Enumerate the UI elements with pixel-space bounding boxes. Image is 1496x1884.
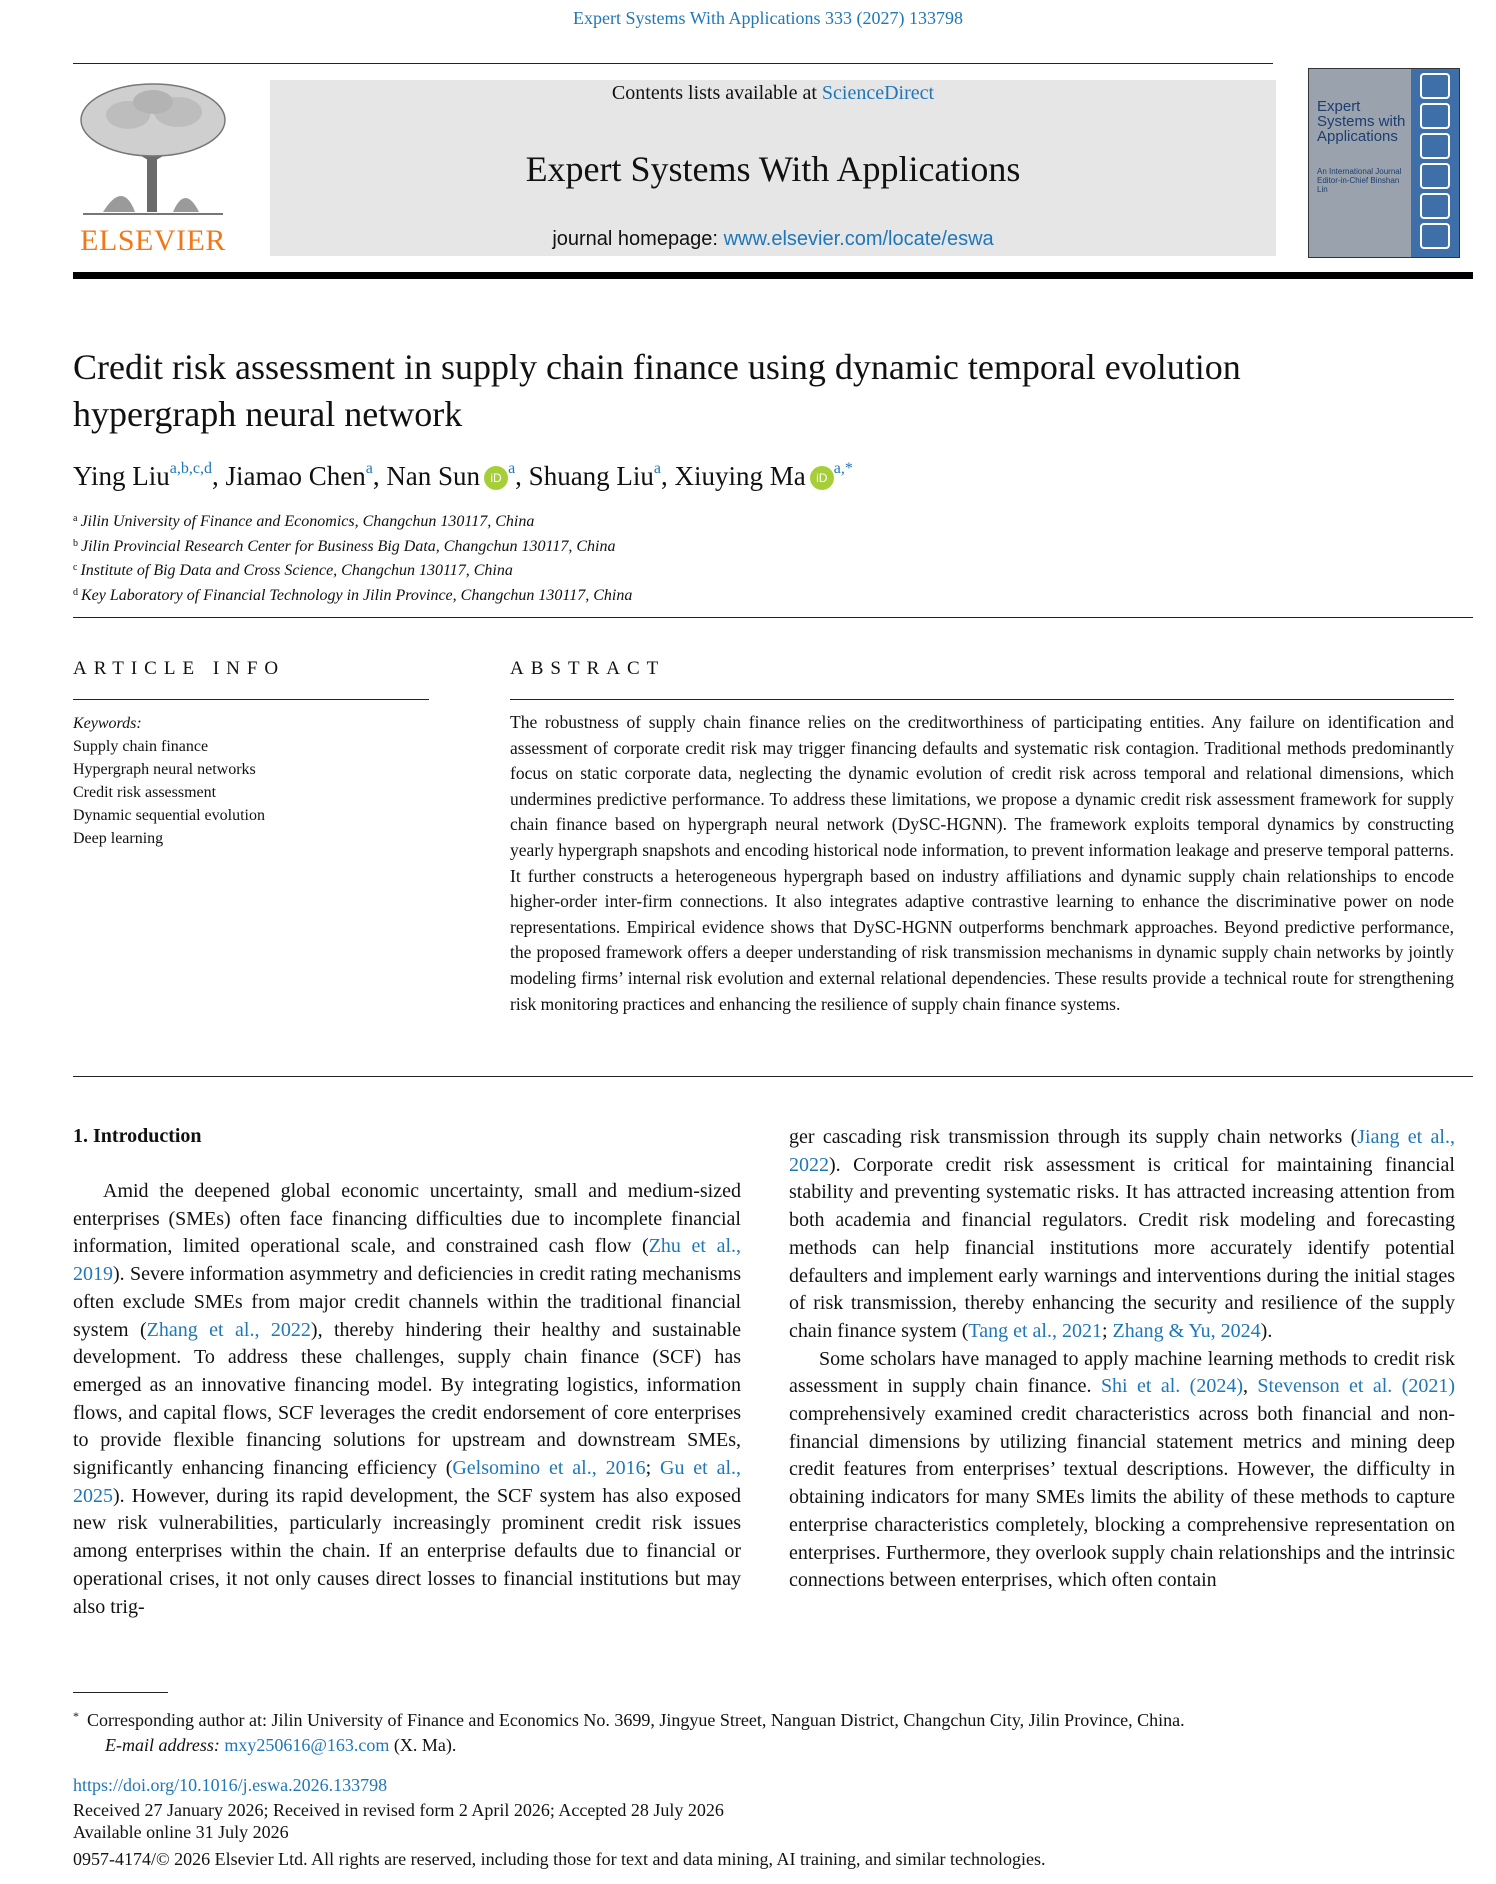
author-affiliation-marks[interactable]: a,b,c,d	[169, 460, 212, 477]
citation-link[interactable]: Zhang & Yu, 2024	[1112, 1319, 1261, 1342]
email-link[interactable]: mxy250616@163.com	[224, 1735, 390, 1755]
paragraph-text: ;	[1101, 1319, 1113, 1342]
paragraph-text: ). Corporate credit risk assessment is critical for maintaining financial stability and preventing systematic risks. It has attracted increasing attention from both academia and financial regulators. Credit risk modeling and forecasting methods can help financial institutions more accurately identify potential defaulters and implement early warnings and interventions during the initial stages of risk transmission, thereby enhancing the security and resilience of the supply chain finance system (	[789, 1153, 1455, 1342]
keyword-item: Hypergraph neural networks	[73, 761, 256, 778]
email-label: E-mail address:	[105, 1735, 220, 1755]
keyword-item: Deep learning	[73, 830, 164, 847]
paragraph-text: ,	[1243, 1375, 1258, 1398]
available-online: Available online 31 July 2026	[73, 1822, 289, 1842]
doi-link[interactable]: https://doi.org/10.1016/j.eswa.2026.133798	[73, 1775, 388, 1795]
journal-title: Expert Systems With Applications	[525, 149, 1021, 189]
citation-link[interactable]: Jiang et al., 2022	[789, 1126, 1455, 1176]
paragraph-text: ger cascading risk transmission through its supply chain networks (	[789, 1126, 1358, 1148]
affiliation-item	[73, 582, 1073, 607]
elsevier-logo[interactable]	[73, 80, 233, 258]
citation-link[interactable]: Zhu et al., 2019	[73, 1235, 741, 1286]
citation-link[interactable]: Gelsomino et al., 2016	[452, 1457, 646, 1480]
section-heading-introduction: 1. Introduction	[73, 1125, 202, 1147]
abstract-divider	[510, 699, 1454, 700]
cover-scale-icon	[1420, 133, 1450, 159]
journal-masthead	[270, 80, 1276, 256]
publisher-logo-text: ELSEVIER	[80, 224, 226, 257]
author-affiliation-marks[interactable]: a,*	[833, 460, 853, 477]
header-divider	[73, 63, 1273, 64]
affiliation-text: Key Laboratory of Financial Technology in Jilin Province, Changchun 130117, China	[81, 586, 633, 604]
paragraph-text: ;	[645, 1457, 660, 1480]
keywords-label: Keywords:	[73, 715, 142, 732]
sciencedirect-link[interactable]: ScienceDirect	[821, 82, 935, 104]
author-name[interactable]: Shuang Liu	[528, 461, 654, 491]
keywords-block	[73, 712, 423, 850]
author-affiliation-marks[interactable]: a	[653, 460, 662, 477]
orcid-icon[interactable]: iD	[810, 466, 834, 490]
intro-paragraph	[789, 1346, 1455, 1595]
keyword-item: Dynamic sequential evolution	[73, 807, 265, 824]
affiliation-mark: b	[73, 537, 78, 549]
affiliation-list	[73, 508, 1073, 606]
journal-cover-thumbnail[interactable]	[1308, 68, 1460, 258]
affiliation-text: Jilin Provincial Research Center for Business Big Data, Changchun 130117, China	[81, 537, 616, 555]
paragraph-text: ). However, during its rapid development, the SCF system has also exposed new risk vulnerabilities, particularly increasingly prominent credit risk issues among enterprises within the chain. If an enterprise defaults due to financial or operational crises, it not only causes direct losses to financial institutions but may also trig-	[73, 1484, 741, 1618]
journal-homepage-link[interactable]: www.elsevier.com/locate/eswa	[723, 228, 994, 250]
affiliations-divider	[73, 617, 1473, 618]
abstract-bottom-divider	[73, 1076, 1473, 1077]
citation-link[interactable]: Shi et al. (2024)	[1100, 1375, 1243, 1398]
cover-icon-strip	[1411, 69, 1459, 258]
orcid-icon[interactable]: iD	[484, 466, 508, 490]
cover-globe-icon	[1420, 193, 1450, 219]
intro-left-column	[73, 1178, 741, 1621]
article-info-heading: ARTICLE INFO	[73, 658, 286, 679]
footnote-divider	[73, 1692, 168, 1693]
abstract-text: The robustness of supply chain finance relies on the creditworthiness of participating entities. Any failure on identification and assessment of corporate credit risk may trigger financing defaults and systematic risk contagion. Traditional methods predominantly focus on static corporate data, neglecting the dynamic evolution of credit risk across temporal and relational dimensions, which undermines predictive performance. To address these limitations, we propose a dynamic credit risk assessment framework for supply chain finance based on hypergraph neural network (DySC-HGNN). The framework exploits temporal dynamics by constructing yearly hypergraph snapshots and encoding historical node information, to prevent information leakage and preserve temporal patterns. It further constructs a heterogeneous hypergraph based on industry affiliations and dynamic supply chain relationships to encode higher-order inter-firm connections. It also integrates adaptive contrastive learning to enhance the discriminative power on node representations. Empirical evidence shows that DySC-HGNN outperforms benchmark approaches. Beyond predictive performance, the proposed framework offers a deeper understanding of risk transmission mechanisms in dynamic supply chain networks by jointly modeling firms’ internal risk evolution and external relational dependencies. These results provide a technical route for strengthening risk monitoring practices and enhancing the resilience of supply chain finance systems.	[510, 712, 1454, 1014]
cover-microscope-icon	[1420, 163, 1450, 189]
author-name[interactable]: Jiamao Chen	[225, 461, 366, 491]
cover-title: Expert Systems with Applications	[1317, 98, 1406, 145]
intro-paragraph	[789, 1124, 1455, 1346]
cover-subtitle	[1317, 167, 1407, 194]
citation-link[interactable]: Stevenson et al. (2021)	[1257, 1375, 1456, 1398]
author-name[interactable]: Nan Sun	[386, 461, 481, 491]
affiliation-mark: d	[73, 586, 78, 598]
corresponding-author-footnote	[73, 1704, 1473, 1758]
keyword-item: Supply chain finance	[73, 738, 209, 755]
article-history: Received 27 January 2026; Received in revised form 2 April 2026; Accepted 28 July 2026	[73, 1799, 724, 1820]
author-name[interactable]: Xiuying Ma	[674, 461, 806, 491]
citation-link[interactable]: Gu et al., 2025	[73, 1457, 742, 1507]
homepage-prefix: journal homepage:	[552, 228, 718, 250]
email-line	[73, 1733, 1473, 1758]
affiliation-item	[73, 557, 1073, 582]
homepage-line	[270, 228, 1276, 251]
cover-gauge-icon	[1420, 73, 1450, 99]
affiliation-item	[73, 508, 1073, 533]
paragraph-text: Amid the deepened global economic uncertainty, small and medium-sized enterprises (SMEs) often face financing difficulties due to incomplete financial information, limited operational scale, and constrained cash flow (	[73, 1180, 741, 1258]
author-name[interactable]: Ying Liu	[73, 461, 170, 491]
cover-gear-icon	[1420, 223, 1450, 249]
footnote-text: Corresponding author at: Jilin University of Finance and Economics No. 3699, Jingyue Street, Nanguan District, Changchun City, Jilin Province, China.	[87, 1710, 1185, 1730]
paragraph-text: comprehensively examined credit characteristics across both financial and non-financial dimensions by utilizing financial statement metrics and mining deep credit features from enterprises’ textual descriptions. However, the difficulty in obtaining indicators for many SMEs limits the ability of these methods to capture enterprise characteristics completely, blocking a comprehensive representation on enterprises. Furthermore, they overlook supply chain relationships and the intrinsic connections between enterprises, which often contain	[789, 1403, 1455, 1592]
abstract-heading: ABSTRACT	[510, 658, 666, 679]
cover-chart-icon	[1420, 103, 1450, 129]
article-title: Credit risk assessment in supply chain finance using dynamic temporal evolution hypergraph neural network	[73, 347, 1241, 434]
keyword-item: Credit risk assessment	[73, 784, 217, 801]
author-affiliation-marks[interactable]: a	[508, 460, 516, 477]
contents-line	[270, 82, 1276, 105]
paragraph-text: ).	[1260, 1319, 1273, 1342]
paragraph-text: ). Severe information asymmetry and deficiencies in credit rating mechanisms often exclude SMEs from major credit channels within the traditional financial system (	[73, 1263, 741, 1341]
affiliation-text: Institute of Big Data and Cross Science, Changchun 130117, China	[80, 562, 513, 579]
paragraph-text: Some scholars have managed to apply machine learning methods to credit risk assessment in supply chain finance.	[789, 1347, 1455, 1398]
affiliation-mark: a	[73, 513, 78, 524]
affiliation-mark: c	[73, 562, 78, 573]
article-info-divider	[73, 699, 429, 700]
publication-info	[73, 1774, 1473, 1870]
contents-prefix: Contents lists available at	[611, 82, 817, 104]
footnote-mark: *	[73, 1709, 79, 1723]
author-list: Ying Liu$^{a,b,c,d}$, Jiamao Chen$^a$, Nan Sun $iD^a$, Shuang Liu$^a$, Xiuying Ma $iD^{a,*}$	[73, 460, 853, 491]
author-affiliation-marks[interactable]: a	[365, 460, 373, 477]
journal-citation-link[interactable]: Expert Systems With Applications 333 (2027) 133798	[573, 8, 963, 28]
paragraph-text: ), thereby hindering their healthy and sustainable development. To address these challenges, supply chain finance (SCF) has emerged as an innovative financing model. By integrating logistics, information flows, and capital flows, SCF leverages the credit endorsement of core enterprises to provide flexible financing solutions for upstream and downstream SMEs, significantly enhancing financing efficiency (	[73, 1318, 742, 1480]
cover-subtitle-text: An International Journal	[1317, 167, 1402, 176]
tree-icon	[73, 80, 233, 220]
masthead-bottom-rule	[73, 272, 1473, 279]
footnote-line	[73, 1704, 1473, 1733]
intro-paragraph	[73, 1178, 741, 1621]
intro-right-column	[789, 1124, 1455, 1595]
citation-link[interactable]: Tang et al., 2021	[968, 1319, 1102, 1342]
citation-link[interactable]: Zhang et al., 2022	[146, 1318, 311, 1341]
copyright-line: 0957-4174/© 2026 Elsevier Ltd. All rights are reserved, including those for text and data mining, AI training, and similar technologies.	[73, 1848, 1046, 1869]
affiliation-item	[73, 533, 1073, 558]
affiliation-text: Jilin University of Finance and Economics, Changchun 130117, China	[80, 513, 535, 530]
email-suffix: (X. Ma).	[393, 1735, 457, 1755]
cover-editor-text: Editor-in-Chief Binshan Lin	[1317, 176, 1400, 194]
